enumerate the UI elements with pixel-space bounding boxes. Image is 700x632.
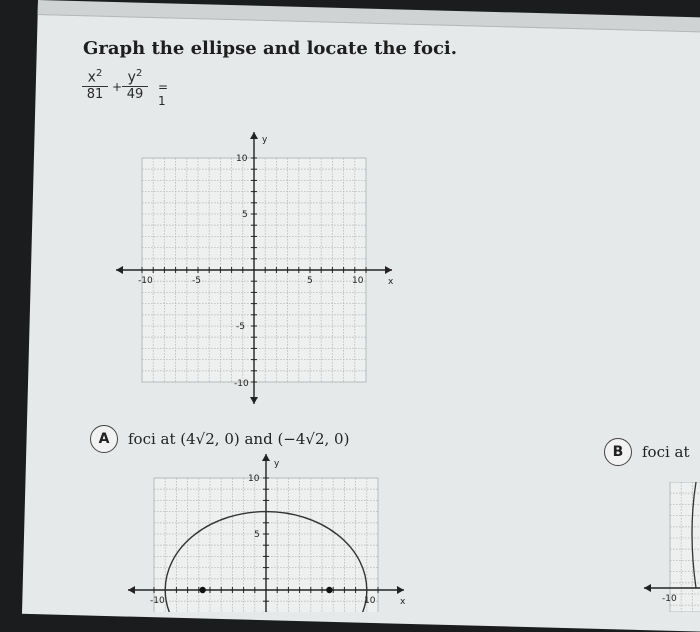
y-axis-arrow-icon [250,132,258,139]
y-axis-down-arrow-icon [250,397,258,404]
choice-a-graph[interactable] [120,452,410,612]
y-mid-label: 5 [254,530,260,540]
x-axis-arrow-icon [397,586,404,594]
x-axis-arrow-icon [385,266,392,274]
x-var: x [87,69,96,86]
y-denominator: 49 [126,86,144,102]
y-exponent: 2 [135,68,143,79]
x-axis-left-arrow-icon [644,584,651,592]
y-axis-arrow-icon [262,454,270,461]
y-squared-fraction [122,66,148,103]
x-axis-label: x [388,277,394,287]
y-neg-mid-label: -5 [236,322,245,332]
y-axis-label: y [274,459,280,469]
x-squared-fraction [82,66,108,103]
choice-b-text: foci at [642,443,690,461]
y-min-label: -10 [234,379,249,389]
x-max-label: 10 [364,596,376,606]
x-axis-left-arrow-icon [116,266,123,274]
plus-sign: + [112,80,123,94]
main-coordinate-grid[interactable] [108,128,398,406]
equals-one: = 1 [158,80,169,108]
x-max-label: 10 [352,276,364,286]
question-title: Graph the ellipse and locate the foci. [83,38,458,59]
y-mid-label: 5 [242,210,248,220]
x-axis-left-arrow-icon [128,586,135,594]
x-axis-label: x [400,597,406,607]
y-axis-label: y [262,135,268,145]
choice-b-badge[interactable]: B [604,438,632,466]
x-mid-label: 5 [307,276,313,286]
y-max-label: 10 [236,154,248,164]
choice-b[interactable] [604,438,690,466]
focus-point-left [199,587,205,593]
choice-a[interactable] [90,425,349,453]
grid-background [670,482,700,612]
x-min-label: -10 [662,594,677,604]
x-denominator: 81 [86,86,104,102]
focus-point-right [326,587,332,593]
choice-a-text: foci at (4√2, 0) and (−4√2, 0) [128,430,350,448]
choice-b-graph-partial[interactable] [636,482,700,612]
y-max-label: 10 [248,474,260,484]
choice-a-badge[interactable]: A [90,425,118,453]
x-neg-mid-label: -5 [192,276,201,286]
y-var: y [127,69,136,86]
x-min-label: -10 [138,276,153,286]
x-min-label: -10 [150,596,165,606]
x-exponent: 2 [95,68,103,79]
